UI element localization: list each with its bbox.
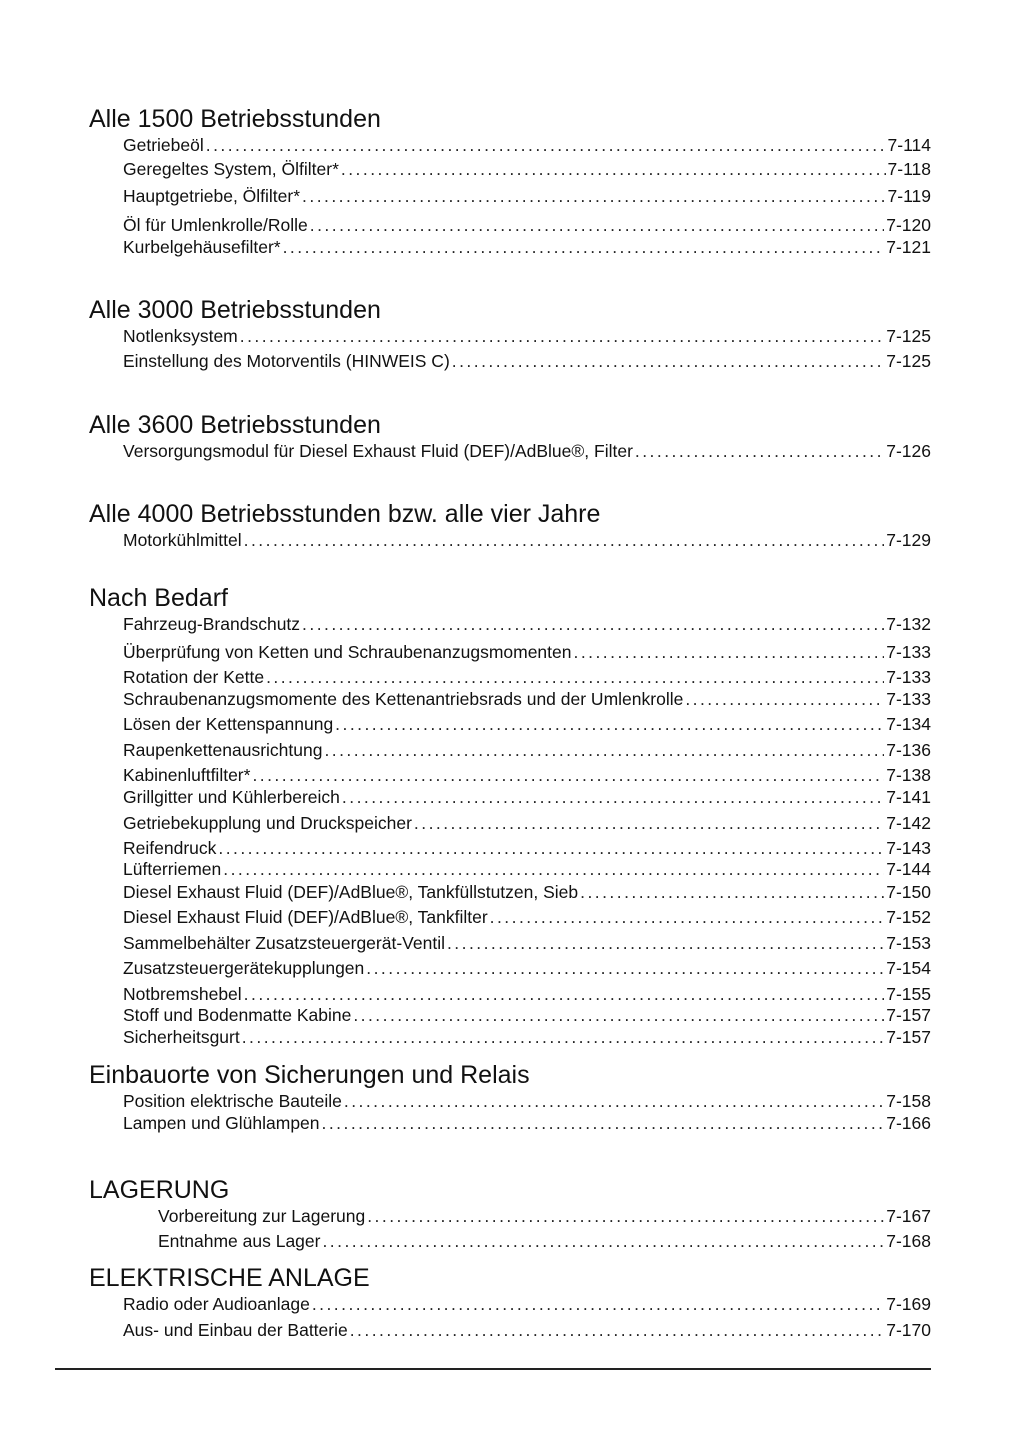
- entry-label: Raupenkettenausrichtung: [123, 740, 323, 760]
- entry-label: Position elektrische Bauteile: [123, 1091, 342, 1111]
- entry-page: 7-125: [886, 351, 931, 371]
- entry-page: 7-141: [886, 787, 931, 807]
- entry-page: 7-168: [886, 1231, 931, 1251]
- entry-label: Entnahme aus Lager: [158, 1231, 321, 1251]
- toc-entry[interactable]: [123, 713, 931, 735]
- entry-label: Aus- und Einbau der Batterie: [123, 1320, 348, 1340]
- entry-label: Einstellung des Motorventils (HINWEIS C): [123, 351, 450, 371]
- entry-label: Geregeltes System, Ölfilter*: [123, 159, 339, 179]
- entry-label: Kabinenluftfilter*: [123, 765, 251, 785]
- toc-entry[interactable]: [123, 236, 931, 258]
- entry-label: Kurbelgehäusefilter*: [123, 237, 281, 257]
- entry-label: Vorbereitung zur Lagerung: [158, 1206, 366, 1226]
- entry-label: Rotation der Kette: [123, 667, 265, 687]
- toc-entry[interactable]: [123, 688, 931, 710]
- entry-label: Fahrzeug-Brandschutz: [123, 614, 301, 634]
- entry-label: Lüfterriemen: [123, 859, 222, 879]
- toc-section: [89, 1175, 931, 1251]
- toc-entry[interactable]: [123, 1026, 931, 1048]
- entry-page: 7-120: [886, 215, 931, 235]
- toc-entry[interactable]: [123, 325, 931, 347]
- entry-page: 7-157: [886, 1027, 931, 1047]
- entry-page: 7-133: [886, 642, 931, 662]
- toc-entry[interactable]: [123, 739, 931, 761]
- entry-label: Diesel Exhaust Fluid (DEF)/AdBlue®, Tankfilter: [123, 907, 488, 927]
- section-title: Alle 4000 Betriebsstunden bzw. alle vier Jahre: [89, 500, 601, 528]
- entry-label: Hauptgetriebe, Ölfilter*: [123, 186, 301, 206]
- entry-label: Sammelbehälter Zusatzsteuergerät-Ventil: [123, 933, 445, 953]
- entry-label: Schraubenanzugsmomente des Kettenantriebsrads und der Umlenkrolle: [123, 689, 684, 709]
- entry-page: 7-133: [886, 667, 931, 687]
- toc-entry[interactable]: [123, 185, 931, 207]
- entry-label: Grillgitter und Kühlerbereich: [123, 787, 340, 807]
- toc-section: [89, 410, 931, 461]
- toc-entry[interactable]: [123, 1319, 931, 1341]
- entry-label: Stoff und Bodenmatte Kabine: [123, 1005, 352, 1025]
- entry-page: 7-133: [886, 689, 931, 709]
- entry-label: Getriebekupplung und Druckspeicher: [123, 813, 412, 833]
- entry-label: Reifendruck: [123, 838, 217, 858]
- toc-entry[interactable]: [123, 764, 931, 786]
- section-title: Alle 1500 Betriebsstunden: [89, 105, 381, 133]
- entry-label: Notlenksystem: [123, 326, 238, 346]
- toc-entry[interactable]: [123, 666, 931, 688]
- toc-entry[interactable]: [123, 440, 931, 462]
- section-title: Alle 3600 Betriebsstunden: [89, 411, 381, 439]
- entry-page: 7-169: [886, 1294, 931, 1314]
- footer-divider: [55, 1368, 931, 1370]
- entry-label: Überprüfung von Ketten und Schraubenanzugsmomenten: [123, 642, 572, 662]
- entry-page: 7-126: [886, 441, 931, 461]
- toc-entry[interactable]: [123, 214, 931, 236]
- entry-page: 7-167: [886, 1206, 931, 1226]
- section-title: Alle 3000 Betriebsstunden: [89, 296, 381, 324]
- entry-label: Motorkühlmittel: [123, 530, 242, 550]
- entry-label: Radio oder Audioanlage: [123, 1294, 310, 1314]
- entry-label: Getriebeöl: [123, 135, 204, 155]
- toc-entry[interactable]: [123, 158, 931, 180]
- entry-page: 7-153: [886, 933, 931, 953]
- entry-label: Lösen der Kettenspannung: [123, 714, 334, 734]
- toc-entry[interactable]: [123, 906, 931, 928]
- entry-label: Notbremshebel: [123, 984, 242, 1004]
- entry-label: Lampen und Glühlampen: [123, 1113, 320, 1133]
- entry-page: 7-129: [886, 530, 931, 550]
- toc-entry[interactable]: [123, 529, 931, 551]
- toc-entry[interactable]: [123, 881, 931, 903]
- toc-entry[interactable]: [123, 983, 931, 1005]
- entry-page: 7-150: [886, 882, 931, 902]
- entry-page: 7-142: [886, 813, 931, 833]
- toc-entry[interactable]: [158, 1230, 931, 1252]
- entry-page: 7-143: [886, 838, 931, 858]
- toc-entry[interactable]: [123, 1004, 931, 1026]
- entry-page: 7-154: [886, 958, 931, 978]
- entry-page: 7-166: [886, 1113, 931, 1133]
- entry-page: 7-136: [886, 740, 931, 760]
- toc-section: [89, 1263, 931, 1340]
- toc-entry[interactable]: [123, 134, 931, 156]
- entry-page: 7-121: [886, 237, 931, 257]
- entry-page: 7-138: [886, 765, 931, 785]
- section-title: Nach Bedarf: [89, 584, 228, 612]
- entry-page: 7-132: [886, 614, 931, 634]
- entry-label: Versorgungsmodul für Diesel Exhaust Fluid (DEF)/AdBlue®, Filter: [123, 441, 633, 461]
- toc-entry[interactable]: [123, 1293, 931, 1315]
- entry-page: 7-134: [886, 714, 931, 734]
- toc-entry[interactable]: [123, 1112, 931, 1134]
- toc-entry[interactable]: [123, 786, 931, 808]
- toc-entry[interactable]: [123, 932, 931, 954]
- entry-page: 7-114: [887, 135, 931, 155]
- entry-page: 7-118: [887, 159, 931, 179]
- toc-entry[interactable]: [123, 812, 931, 834]
- toc-entry[interactable]: [123, 858, 931, 880]
- toc-section: [89, 499, 931, 550]
- entry-page: 7-158: [886, 1091, 931, 1111]
- toc-entry[interactable]: [123, 641, 931, 663]
- toc-section: [89, 1060, 931, 1133]
- toc-entry[interactable]: [123, 350, 931, 372]
- entry-page: 7-152: [886, 907, 931, 927]
- section-title: Einbauorte von Sicherungen und Relais: [89, 1061, 530, 1089]
- section-title: ELEKTRISCHE ANLAGE: [89, 1264, 370, 1292]
- entry-page: 7-144: [886, 859, 931, 879]
- entry-page: 7-125: [886, 326, 931, 346]
- entry-label: Diesel Exhaust Fluid (DEF)/AdBlue®, Tankfüllstutzen, Sieb: [123, 882, 579, 902]
- entry-page: 7-170: [886, 1320, 931, 1340]
- entry-label: Zusatzsteuergerätekupplungen: [123, 958, 365, 978]
- entry-label: Öl für Umlenkrolle/Rolle: [123, 215, 308, 235]
- toc-entry[interactable]: [123, 613, 931, 635]
- toc-section: [89, 583, 931, 1047]
- toc-entry[interactable]: [123, 957, 931, 979]
- toc-section: [89, 295, 931, 371]
- entry-label: Sicherheitsgurt: [123, 1027, 240, 1047]
- entry-page: 7-155: [886, 984, 931, 1004]
- toc-entry[interactable]: [123, 837, 931, 859]
- toc-entry[interactable]: [158, 1205, 931, 1227]
- entry-page: 7-157: [886, 1005, 931, 1025]
- entry-page: 7-119: [887, 186, 931, 206]
- toc-entry[interactable]: [123, 1090, 931, 1112]
- section-title: LAGERUNG: [89, 1176, 230, 1204]
- toc-section: [89, 104, 931, 257]
